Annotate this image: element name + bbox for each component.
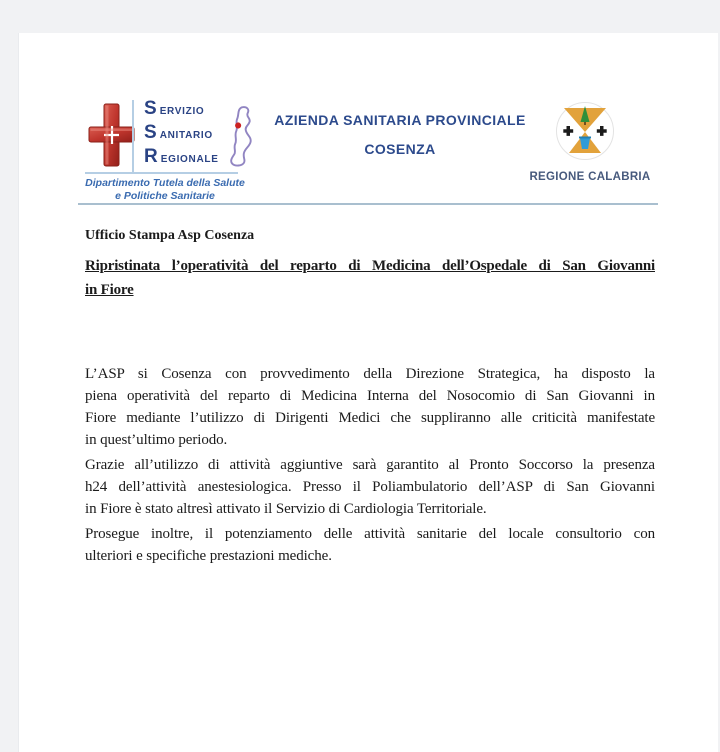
paragraph xyxy=(85,454,655,520)
department-subtitle xyxy=(80,177,250,202)
headline-line: Ripristinata l’operatività del reparto di Medicina dell’Ospedale di San Giovanni xyxy=(85,258,655,274)
headline-line: in Fiore xyxy=(85,282,134,298)
ssr-rest: ANITARIO xyxy=(159,130,213,141)
ssr-underline xyxy=(85,172,238,174)
paragraph-line: piena operatività del reparto di Medicina Interna del Nosocomio di San Giovanni in xyxy=(85,388,655,404)
ssr-separator-line xyxy=(132,100,134,172)
ssr-initial: R xyxy=(144,146,158,167)
paragraph xyxy=(85,363,655,451)
agency-title xyxy=(265,112,535,157)
cosenza-dot xyxy=(235,122,241,128)
region-label: REGIONE CALABRIA xyxy=(529,171,651,183)
ssr-cross-icon xyxy=(88,102,136,170)
regione-calabria-emblem-icon xyxy=(555,101,615,161)
paragraph-line: in quest’ultimo periodo. xyxy=(85,432,228,448)
paragraph-line: h24 dell’attività anestesiologica. Presso il Poliambulatorio dell’ASP di San Giovanni xyxy=(85,479,655,495)
paragraph-line: Prosegue inoltre, il potenziamento delle attività sanitarie del locale consultorio con xyxy=(85,526,655,542)
press-office-line: Ufficio Stampa Asp Cosenza xyxy=(85,228,255,243)
paragraph xyxy=(85,523,655,567)
ssr-initial: S xyxy=(144,122,157,143)
paragraph-line: L’ASP si Cosenza con provvedimento della Direzione Strategica, ha disposto la xyxy=(85,366,655,382)
paragraph-line: Fiore mediante l’utilizzo di Dirigenti Medici che suppliranno alle criticità manifestate xyxy=(85,410,655,426)
paragraph-line: Grazie all’utilizzo di attività aggiuntive sarà garantito al Pronto Soccorso la presenza xyxy=(85,457,655,473)
department-line-1: Dipartimento Tutela della Salute xyxy=(85,177,245,189)
headline xyxy=(85,254,655,302)
department-line-2: e Politiche Sanitarie xyxy=(115,189,215,202)
ssr-rest: ERVIZIO xyxy=(159,106,205,117)
header-rule xyxy=(78,203,658,205)
ssr-rest: EGIONALE xyxy=(160,154,219,165)
agency-city: COSENZA xyxy=(364,141,436,157)
agency-name: AZIENDA SANITARIA PROVINCIALE xyxy=(274,112,526,128)
paragraph-line: in Fiore è stato altresì attivato il Servizio di Cardiologia Territoriale. xyxy=(85,501,487,517)
ssr-initial: S xyxy=(144,98,157,119)
calabria-map-icon xyxy=(218,104,264,170)
document-body xyxy=(85,363,655,570)
paragraph-line: ulteriori e specifiche prestazioni mediche. xyxy=(85,548,332,564)
